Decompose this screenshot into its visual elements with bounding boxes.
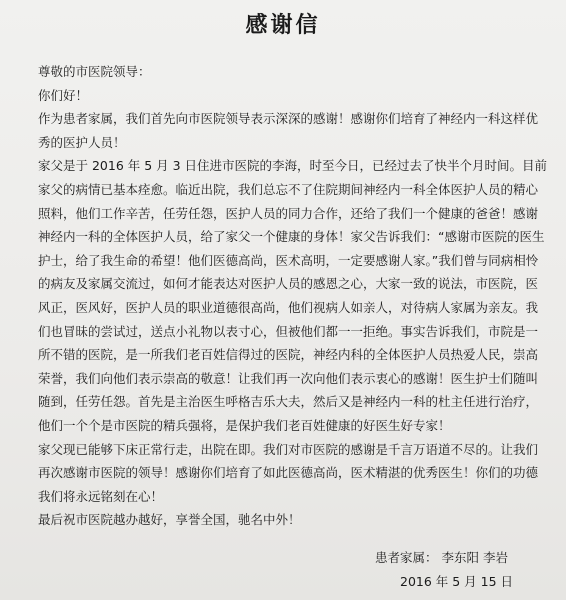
letter-body	[38, 60, 548, 532]
paragraph-4: 最后祝市医院越办越好，享誉全国，驰名中外！	[38, 512, 301, 528]
signature: 患者家属： 李东阳 李岩	[375, 550, 508, 565]
letter-title: 感谢信	[245, 12, 321, 38]
paragraph-2: 家父是于 2016 年 5 月 3 日住进市医院的李海，时至今日，已经过去了快半个月时间。目前家父的病情已基本痊愈。临近出院，我们总忘不了住院期间神经内一科全体医护人员的精心照料，他们工作辛苦，任劳任怨，医护人员的同力合作，还给了我们一个健康的爸爸！感谢神经内一科的全体医护人员，给了家父一个健康的身体！家父告诉我们：“感谢市医院的医生护士，给了我生命的希望！他们医德高尚，医术高明，一定要感谢人家。”我们曾与同病相怜的病友及家属交流过，如何才能表达对医护人员的感恩之心，大家一致的说法，市医院，医风正，医风好，医护人员的职业道德很高尚，他们视病人如亲人，对待病人家属为亲友。我们也冒昧的尝试过，送点小礼物以表寸心，但被他们都一一拒绝。事实告诉我们，市院是一所不错的医院，是一所我们老百姓信得过的医院，神经内科的全体医护人员热爱人民，崇高荣誉，我们向他们表示崇高的敬意！让我们再一次向他们表示衷心的感谢！医生护士们随叫随到，任劳任怨。首先是主治医生呼格吉乐大夫，然后又是神经内一科的杜主任进行治疗，他们一个个是市医院的精兵强将，是保护我们老百姓健康的好医生好专家！	[38, 158, 548, 433]
paragraph-1: 作为患者家属，我们首先向市医院领导表示深深的感谢！感谢你们培育了神经内一科这样优秀的医护人员！	[38, 111, 539, 150]
salutation: 尊敬的市医院领导：	[38, 64, 151, 79]
letter-date: 2016 年 5 月 15 日	[400, 574, 514, 589]
paragraph-3: 家父现已能够下床正常行走，出院在即。我们对市医院的感谢是千言万语道不尽的。让我们再次感谢市医院的领导！感谢你们培育了如此医德高尚，医术精湛的优秀医生！你们的功德我们将永远铭刻在心！	[38, 441, 539, 504]
greeting: 你们好！	[38, 87, 89, 103]
